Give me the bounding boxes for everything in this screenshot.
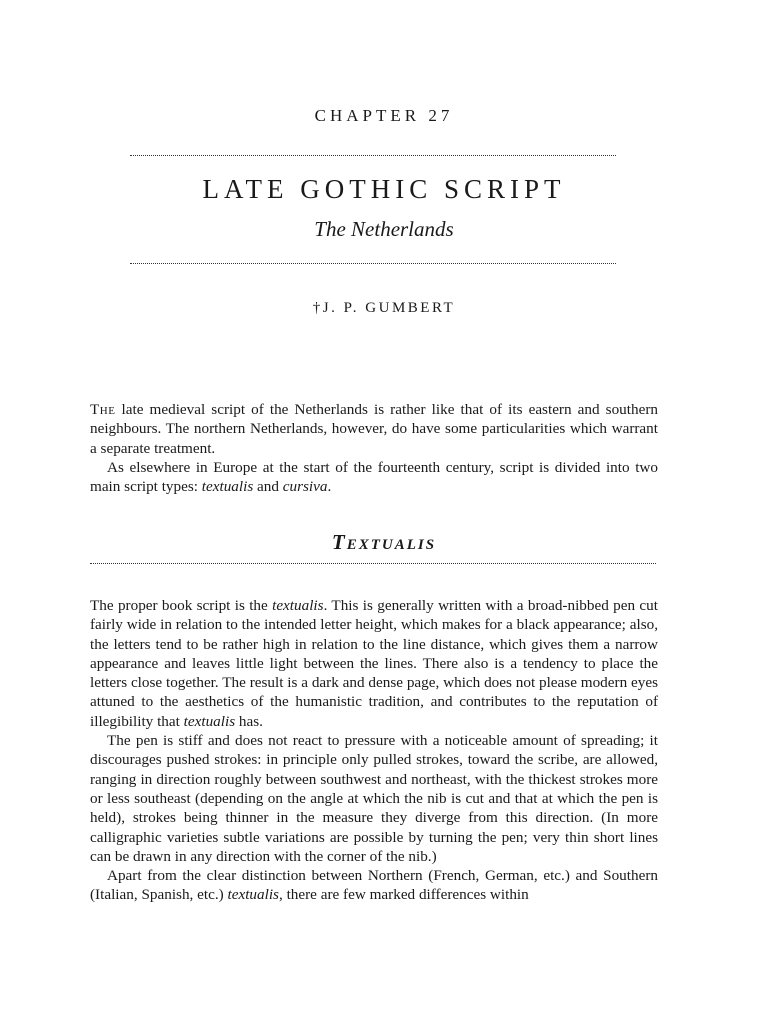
intro-paragraph-1 — [90, 400, 658, 458]
chapter-subtitle: The Netherlands — [314, 217, 454, 241]
term-textualis: textualis — [272, 597, 324, 614]
dotted-divider-bottom — [130, 263, 616, 264]
intro-paragraph-2-text-a: As elsewhere in Europe at the start of the fourteenth century, script is divided into two main script types: — [90, 458, 658, 496]
body-paragraph-2: The pen is stiff and does not react to pressure with a noticeable amount of spreading; it discourages pushed strokes: in principle only pulled strokes, toward the scribe, are allowed, ranging in direction roughly between southwest and northeast, with the thickest strokes more or less southeast (depending on the angle at which the nib is cut and that at which the pen is held), strokes being thinner in the measure they diverge from this direction. (In more calligraphic varieties subtle variations are possible by turning the pen; very thin short lines can be drawn in any direction with the corner of the nib.) — [90, 732, 658, 865]
chapter-number: CHAPTER 27 — [314, 106, 454, 125]
intro-paragraph-2-text-c: . — [327, 478, 332, 496]
term-textualis: textualis — [183, 712, 236, 730]
body-paragraph-1-text-c: has. — [235, 712, 263, 730]
body-paragraph-3 — [90, 866, 658, 905]
body-paragraph-3-text-b: , there are few marked differences within — [278, 886, 529, 904]
author-name: †J. P. GUMBERT — [312, 300, 456, 316]
chapter-title: LATE GOTHIC SCRIPT — [202, 174, 566, 204]
body-paragraph-1-text-a: The proper book script is the — [90, 597, 273, 614]
intro-paragraph-2 — [90, 458, 658, 497]
term-cursiva: cursiva — [282, 478, 328, 496]
section-body — [90, 596, 658, 905]
intro-paragraph-1-text: late medieval script of the Netherlands is rather like that of its eastern and southern neighbours. The northern Netherlands, however, do have some particularities which warrant a separate treatment. — [90, 401, 658, 457]
intro-paragraph-2-text-b: and — [253, 478, 283, 496]
section-heading: Textualis — [331, 530, 437, 554]
term-textualis: textualis — [201, 478, 254, 496]
body-paragraph-1-text-b: . This is generally written with a broad-nibbed pen cut fairly wide in relation to the intended letter height, which makes for a black appearance; also, the letters tend to be rather high in relation to the line distance, which gives them a narrow appearance and leaves little light between the lines. There also is a tendency to place the letters close together. The result is a dark and dense page, which does not please modern eyes attuned to the aesthetics of the humanistic tradition, and contributes to the reputation of illegibility that — [90, 597, 658, 730]
body-paragraph-1 — [90, 596, 658, 731]
body-paragraph-3-text-a: Apart from the clear distinction between Northern (French, German, etc.) and Southern (Italian, Spanish, etc.) — [90, 867, 658, 904]
intro-text — [90, 400, 658, 496]
drop-lead-word: The — [90, 401, 116, 418]
term-textualis: textualis — [227, 886, 279, 904]
dotted-divider-top — [130, 155, 616, 156]
section-divider — [90, 563, 656, 564]
